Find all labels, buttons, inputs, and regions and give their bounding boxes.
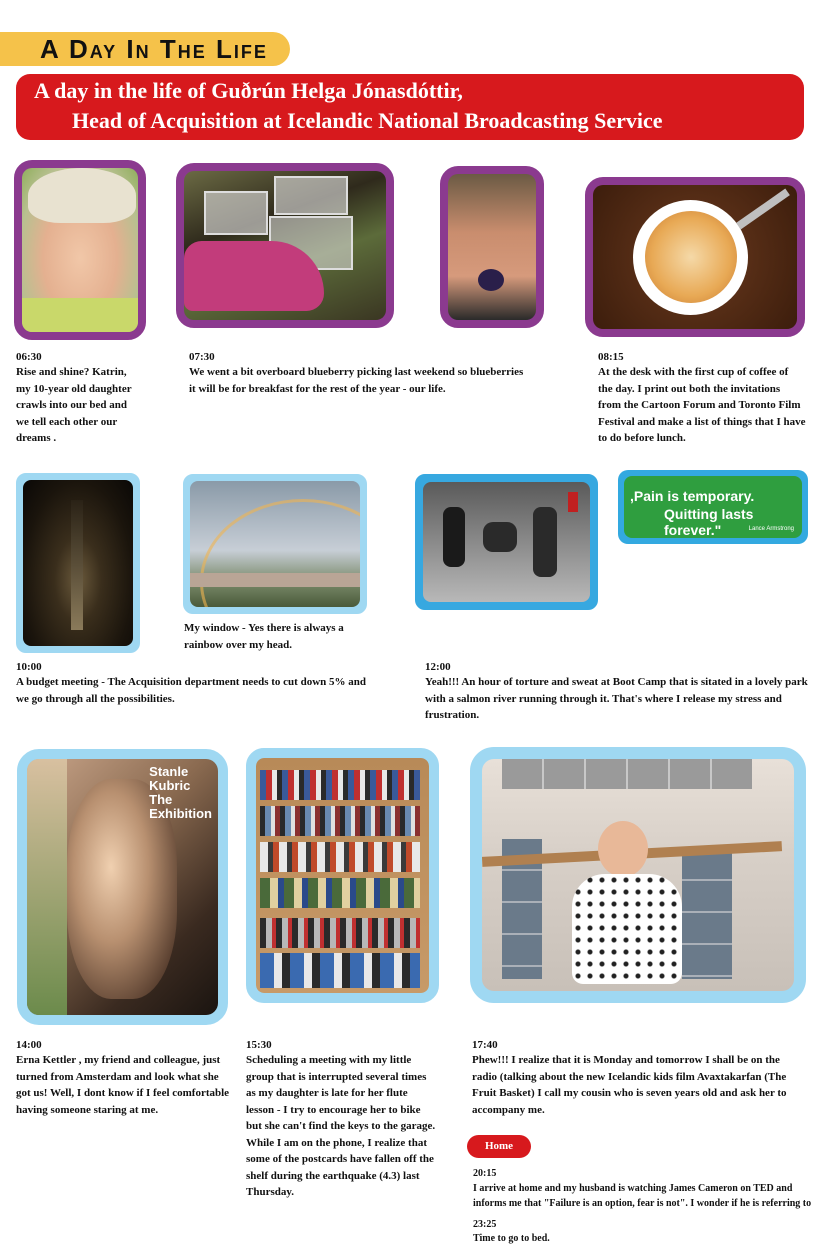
photo-kubrick-poster <box>17 749 228 1025</box>
caption-2325: Time to go to bed. <box>473 1233 550 1244</box>
time-0730: 07:30 <box>189 351 215 363</box>
title-bar <box>16 74 804 140</box>
quote-card <box>618 470 808 544</box>
caption-2015-line-2: informs me that "Failure is an option, fear is not". I wonder if he is referring to <box>473 1198 812 1209</box>
time-2325: 23:25 <box>473 1219 497 1230</box>
title-line-1: A day in the life of Guðrún Helga Jónasdóttir, <box>34 78 463 103</box>
home-button[interactable]: Home <box>467 1135 531 1158</box>
photo-corridor <box>16 473 140 653</box>
time-1740: 17:40 <box>472 1039 498 1051</box>
quote-line-1: ,Pain is temporary. <box>630 488 755 504</box>
photo-girl-braids <box>470 747 806 1003</box>
quote-author: Lance Armstrong <box>748 526 794 532</box>
section-banner-title: A Day In The Life <box>40 34 268 64</box>
time-0815: 08:15 <box>598 351 624 363</box>
photo-blueberries <box>176 163 394 328</box>
time-1530: 15:30 <box>246 1039 272 1051</box>
caption-1530: Scheduling a meeting with my little group that is interrupted several times as my daughter is late for her flute lesson - I try to encourage her to bike but she can't find the keys to the garage. While I am on the phone, I realize that some of the postcards have fallen off the shelf during the earthquake (4.3) last Thursday. <box>246 1054 436 1198</box>
caption-0815: At the desk with the first cup of coffee of the day. I print out both the invitations from the Cartoon Forum and Toronto Film Festival and make a list of things that I have to do before lunch. <box>598 366 806 444</box>
photo-coffee <box>585 177 805 337</box>
caption-2015-line-1: I arrive at home and my husband is watching James Cameron on TED and <box>473 1183 793 1194</box>
caption-0630: Rise and shine? Katrin, my 10-year old daughter crawls into our bed and we tell each other our dreams . <box>16 366 132 444</box>
time-0630: 06:30 <box>16 351 42 363</box>
time-1400: 14:00 <box>16 1039 42 1051</box>
caption-1200: Yeah!!! An hour of torture and sweat at Boot Camp that is sitated in a lovely park with a salmon river running through it. That's where I release my stress and frustration. <box>425 676 808 721</box>
quote-line-2: Quitting lasts forever." <box>664 506 754 538</box>
caption-0730: We went a bit overboard blueberry picking last weekend so blueberries it will be for breakfast for the rest of the year - our life. <box>189 366 524 395</box>
poster-text: Stanle Kubric The Exhibition <box>149 764 212 821</box>
time-1000: 10:00 <box>16 661 42 673</box>
photo-blue-tongue <box>440 166 544 328</box>
caption-window: My window - Yes there is always a rainbow over my head. <box>184 622 344 651</box>
photo-daughter <box>14 160 146 340</box>
photo-bookshelf <box>246 748 439 1003</box>
time-2015: 20:15 <box>473 1168 497 1179</box>
time-1200: 12:00 <box>425 661 451 673</box>
photo-boot-camp <box>415 474 598 610</box>
caption-1740: Phew!!! I realize that it is Monday and tomorrow I shall be on the radio (talking about the new Icelandic kids film Avaxtakarfan (The Fruit Basket) I call my cousin who is seven years old and ask her to accompany me. <box>472 1054 787 1116</box>
caption-1400: Erna Kettler , my friend and colleague, just turned from Amsterdam and look what she got us! Well, I dont know if I feel comfortable having someone staring at me. <box>16 1054 230 1116</box>
title-line-2: Head of Acquisition at Icelandic National Broadcasting Service <box>72 108 663 133</box>
photo-rainbow <box>183 474 367 614</box>
caption-1000: A budget meeting - The Acquisition department needs to cut down 5% and we go through all the possibilities. <box>16 676 366 705</box>
